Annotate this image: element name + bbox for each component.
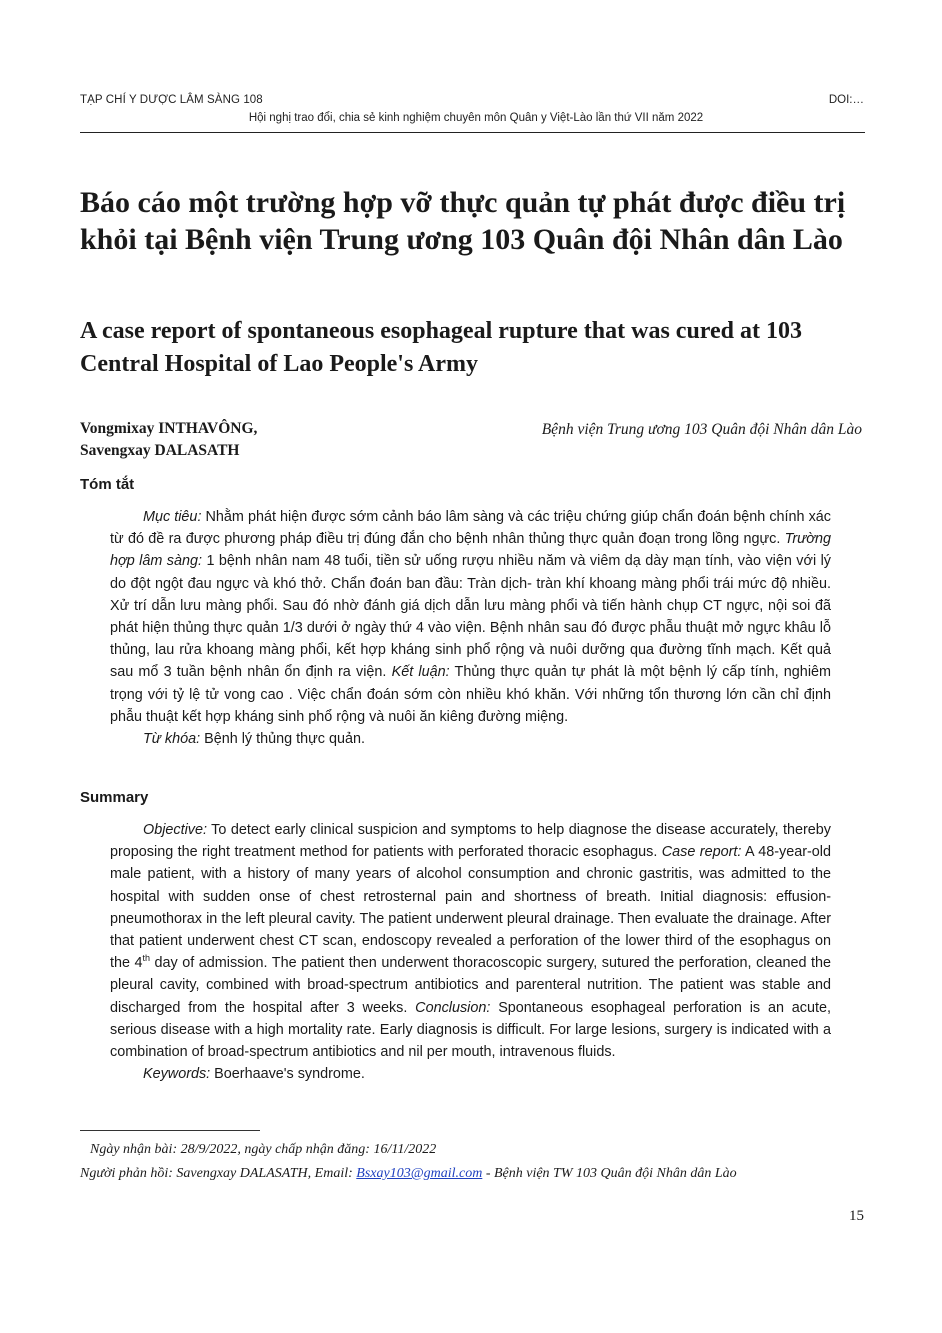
article-title-vietnamese: Báo cáo một trường hợp vỡ thực quản tự phát được điều trị khỏi tại Bệnh viện Trung ương 103 Quân đội Nhân dân Lào	[80, 186, 846, 256]
keywords-text: Bệnh lý thủng thực quản.	[200, 731, 365, 748]
page-number: 15	[849, 1208, 864, 1224]
abstract-vi-heading: Tóm tắt	[80, 476, 135, 493]
case-text: 1 bệnh nhân nam 48 tuổi, tiền sử uống rượu nhiều năm và viêm dạ dày mạn tính, vào viện với lý do đột ngột đau ngực và khó thở. Chẩn đoán ban đầu: Tràn dịch- tràn khí khoang màng phổi trái mức độ nhiều. Xử trí dẫn lưu màng phổi. Sau đó nhờ đánh giá dịch dẫn lưu màng phổi và tiến hành chụp CT ngực, nội soi đã phát hiện thủng thực quản 1/3 dưới ở ngày thứ 4 vào viện. Bệnh nhân sau đó được phẫu thuật mở ngực khâu lỗ thủng, lau rửa khoang màng phổi, kết hợp kháng sinh phổ rộng và nuôi dưỡng qua đường tĩnh mạch. Kết quả sau mổ 3 tuần bệnh nhân ổn định ra viện.	[110, 553, 831, 681]
objective-label: Objective:	[143, 822, 207, 838]
case-label: Case report:	[661, 844, 742, 861]
objective-text: Nhằm phát hiện được sớm cảnh báo lâm sàng và các triệu chứng giúp chẩn đoán bệnh chính xác từ đó đề ra được phương pháp điều trị đúng đắn cho bệnh nhân thủng thực quản đoạn trong lồng ngực.	[110, 509, 832, 548]
footnote-dates: Ngày nhận bài: 28/9/2022, ngày chấp nhận đăng: 16/11/2022	[90, 1142, 437, 1157]
case-text-continued: day of admission. The patient then underwent thoracoscopic surgery, sutured the perforation, cleaned the pleural cavity, combined with broad-spectrum antibiotics and parenteral nutrition. The patient was stable and discharged from the hospital after 3 weeks.	[110, 955, 831, 1016]
footnote-contact	[80, 1166, 737, 1182]
objective-label: Mục tiêu:	[143, 509, 202, 525]
author-name: Savengxay DALASATH	[80, 442, 240, 459]
author-affiliation: Bệnh viện Trung ương 103 Quân đội Nhân dân Lào	[541, 421, 862, 438]
keywords-label: Từ khóa:	[143, 731, 201, 748]
ordinal-superscript: th	[142, 953, 151, 964]
keywords-label: Keywords:	[143, 1066, 211, 1083]
conclusion-label: Kết luận:	[391, 664, 450, 681]
author-list	[80, 418, 257, 462]
abstract-en-body	[110, 819, 831, 1063]
contact-suffix: - Bệnh viện TW 103 Quân đội Nhân dân Lào	[482, 1166, 737, 1181]
footnote-divider	[80, 1130, 260, 1131]
abstract-vietnamese	[110, 506, 831, 750]
conclusion-text: Thủng thực quản tự phát là một bệnh lý cấp tính, nghiêm trọng với tỷ lệ tử vong cao . Việc chẩn đoán sớm còn nhiều khó khăn. Với những tổn thương lớn cần chỉ định phẫu thuật kết hợp kháng sinh phổ rộng và nuôi ăn kiêng đường miệng.	[110, 664, 832, 725]
abstract-vi-body	[110, 506, 831, 728]
abstract-en-heading: Summary	[80, 789, 149, 806]
case-label: Trường hợp lâm sàng:	[110, 531, 831, 570]
keywords-text: Boerhaave's syndrome.	[210, 1066, 365, 1083]
header-divider	[80, 132, 865, 133]
case-text: A 48-year-old male patient, with a history of many years of alcohol consumption and chronic gastritis, was admitted to the hospital with sudden onse of chest retrosternal pain and shortness of breath. Initial diagnosis: effusion-pneumothorax in the left pleural cavity. The patient underwent pleural drainage. Then evaluate the drainage. After that patient underwent chest CT scan, endoscopy revealed a perforation of the lower third of the esophagus on the 4	[110, 844, 832, 972]
email-link[interactable]: Bsxay103@gmail.com	[356, 1166, 483, 1181]
contact-prefix: Người phản hồi: Savengxay DALASATH, Email:	[80, 1166, 357, 1181]
abstract-english	[110, 819, 831, 1085]
conference-line: Hội nghị trao đổi, chia sẻ kinh nghiệm chuyên môn Quân y Việt-Lào lần thứ VII năm 2022	[248, 112, 704, 124]
article-title-english: A case report of spontaneous esophageal rupture that was cured at 103 Central Hospital of Lao People's Army	[80, 318, 803, 377]
conclusion-text: Spontaneous esophageal perforation is an acute, serious disease with a high mortality rate. Early diagnosis is difficult. For large lesions, surgery is indicated with a combination of broad-spectrum antibiotics and nil per mouth, intravenous fluids.	[110, 999, 831, 1061]
conclusion-label: Conclusion:	[415, 999, 491, 1016]
keywords-vi	[110, 728, 831, 750]
objective-text: To detect early clinical suspicion and symptoms to help diagnose the disease accurately, thereby proposing the right treatment method for patients with perforated thoracic esophagus.	[110, 822, 831, 861]
doi-label: DOI:…	[828, 94, 864, 106]
author-name: Vongmixay INTHAVÔNG,	[80, 420, 258, 437]
keywords-en	[110, 1063, 831, 1085]
journal-name: TẠP CHÍ Y DƯỢC LÂM SÀNG 108	[80, 94, 263, 106]
